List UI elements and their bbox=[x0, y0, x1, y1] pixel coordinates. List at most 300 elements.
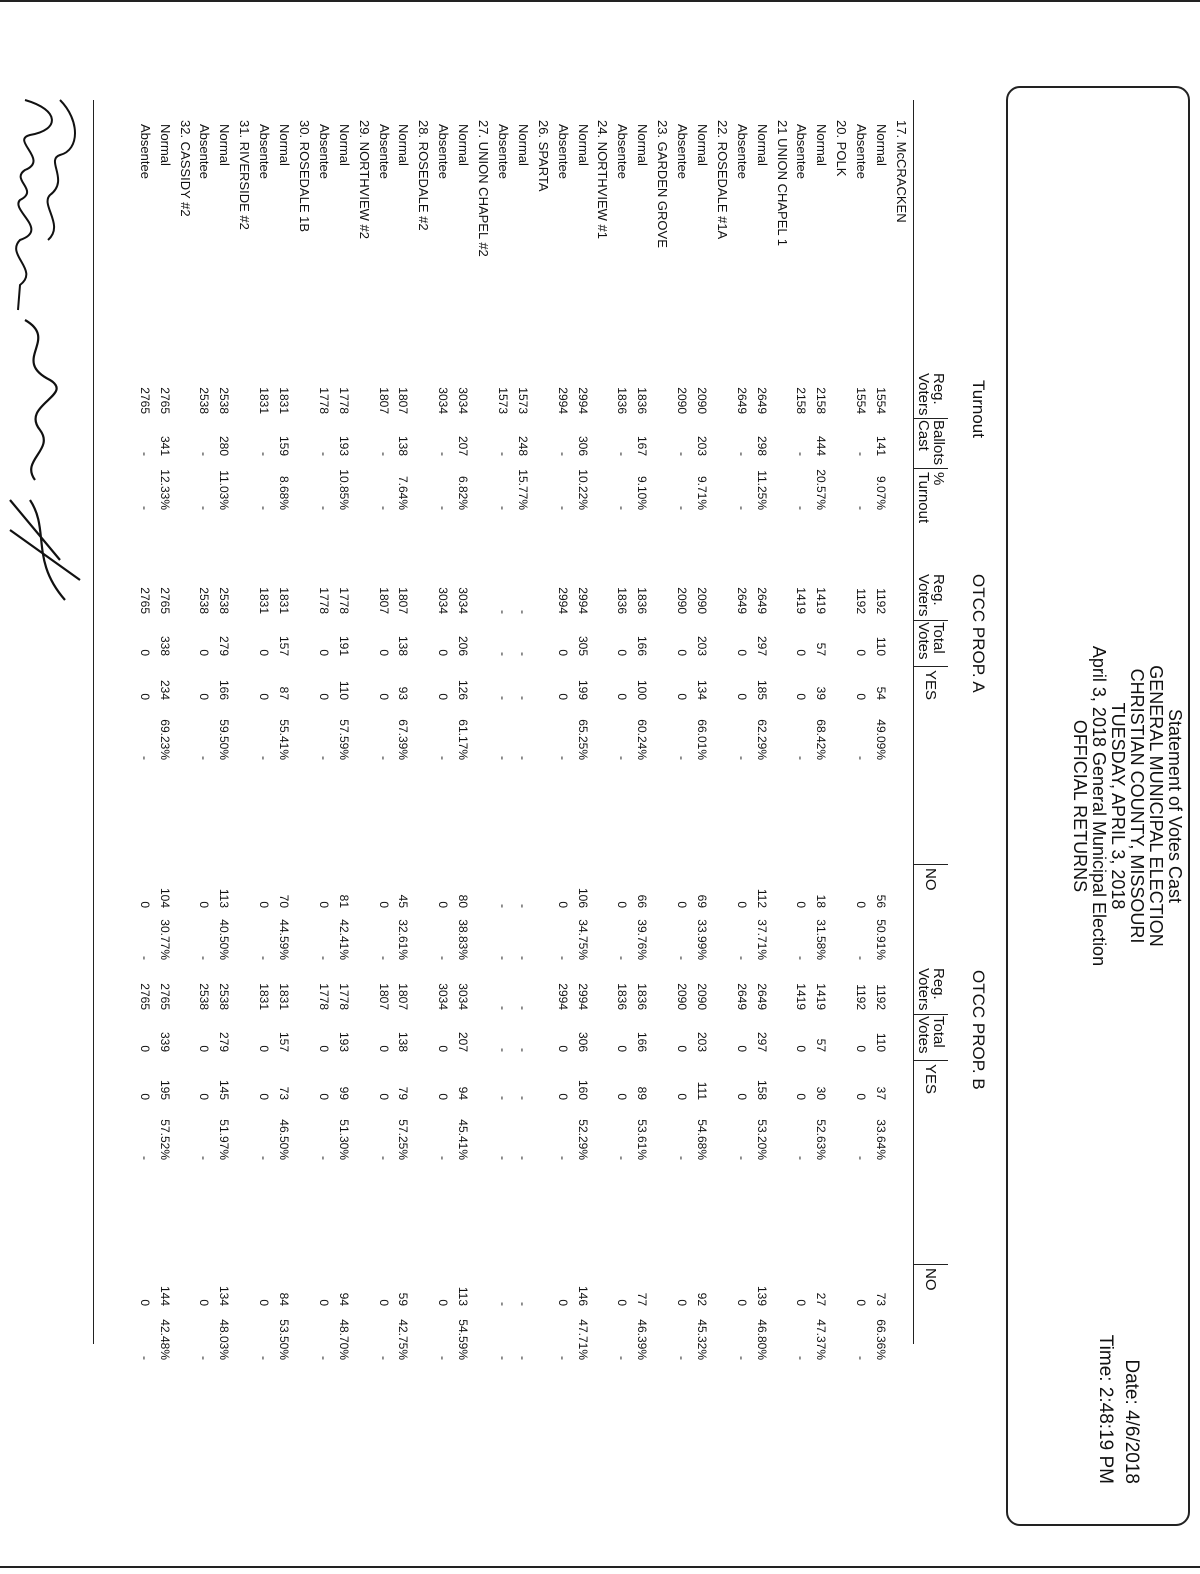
table-cell: 0 bbox=[734, 901, 749, 908]
table-cell: 46.39% bbox=[635, 1319, 650, 1360]
col-separator bbox=[914, 1060, 948, 1061]
row-type-label: Absentee bbox=[854, 124, 870, 179]
table-cell: 0 bbox=[257, 1093, 272, 1100]
table-cell: - bbox=[515, 652, 530, 656]
table-cell: 1836 bbox=[615, 983, 630, 1010]
table-cell: 339 bbox=[157, 1031, 172, 1052]
table-cell: 1807 bbox=[396, 983, 411, 1010]
table-cell: 53.20% bbox=[754, 1119, 769, 1160]
table-cell: 2649 bbox=[754, 983, 769, 1010]
table-cell: 199 bbox=[575, 679, 590, 700]
group-title-prop-a: OTCC PROP. A bbox=[969, 574, 988, 693]
table-cell: 1831 bbox=[257, 587, 272, 614]
table-cell: - bbox=[436, 506, 451, 510]
row-type-label: Absentee bbox=[257, 124, 273, 179]
table-cell: 1831 bbox=[277, 587, 292, 614]
table-cell: 3034 bbox=[456, 587, 471, 614]
table-cell: 166 bbox=[217, 679, 232, 700]
table-cell: 2538 bbox=[197, 983, 212, 1010]
table-cell: 0 bbox=[257, 649, 272, 656]
table-cell: 57 bbox=[814, 642, 829, 656]
table-cell: 1807 bbox=[376, 587, 391, 614]
table-cell: 2090 bbox=[675, 387, 690, 414]
table-cell: 27 bbox=[814, 1292, 829, 1306]
table-cell: 79 bbox=[396, 1086, 411, 1100]
table-cell: 141 bbox=[874, 435, 889, 456]
table-cell: 0 bbox=[794, 901, 809, 908]
table-cell: 87 bbox=[277, 686, 292, 700]
table-cell: - bbox=[257, 452, 272, 456]
table-cell: 49.09% bbox=[874, 719, 889, 760]
table-cell: 0 bbox=[257, 693, 272, 700]
table-cell: 57.52% bbox=[157, 1119, 172, 1160]
table-cell: 2158 bbox=[814, 387, 829, 414]
table-cell: 1836 bbox=[635, 387, 650, 414]
table-cell: 15.77% bbox=[515, 469, 530, 510]
table-cell: - bbox=[496, 696, 510, 700]
table-cell: - bbox=[675, 452, 690, 456]
table-cell: 2994 bbox=[575, 587, 590, 614]
table-cell: - bbox=[734, 1156, 749, 1160]
table-cell: - bbox=[615, 506, 630, 510]
table-cell: 53.50% bbox=[277, 1319, 292, 1360]
table-cell: - bbox=[197, 956, 212, 960]
table-cell: 134 bbox=[695, 679, 709, 700]
table-cell: 59 bbox=[396, 1292, 411, 1306]
table-cell: 195 bbox=[157, 1079, 172, 1100]
table-cell: - bbox=[436, 452, 451, 456]
table-cell: 0 bbox=[436, 1093, 451, 1100]
row-type-label: Absentee bbox=[376, 124, 392, 179]
table-cell: - bbox=[316, 956, 331, 960]
table-cell: 37.71% bbox=[754, 919, 769, 960]
precinct-name: 27. UNION CHAPEL #2 bbox=[476, 120, 492, 257]
table-cell: 2538 bbox=[217, 387, 232, 414]
col-head-pct-turnout: % Turnout bbox=[915, 472, 947, 524]
table-cell: 0 bbox=[376, 1045, 391, 1052]
table-cell: 2994 bbox=[555, 983, 570, 1010]
table-cell: - bbox=[515, 1006, 530, 1010]
row-type-label: Absentee bbox=[555, 124, 571, 179]
row-type-label: Absentee bbox=[734, 124, 750, 179]
table-cell: 0 bbox=[436, 901, 451, 908]
row-type-label: Absentee bbox=[436, 124, 452, 179]
col-head-b-total-votes: Total Votes bbox=[915, 1016, 947, 1054]
table-cell: 1778 bbox=[316, 387, 331, 414]
table-cell: - bbox=[794, 1156, 809, 1160]
table-cell: - bbox=[734, 452, 749, 456]
table-cell: 203 bbox=[695, 635, 709, 656]
table-cell: - bbox=[515, 904, 530, 908]
table-cell: 2090 bbox=[695, 587, 709, 614]
col-head-a-no: NO bbox=[922, 868, 939, 891]
table-cell: 0 bbox=[436, 1045, 451, 1052]
col-head-b-no: NO bbox=[922, 1268, 939, 1291]
table-cell: - bbox=[854, 956, 869, 960]
table-cell: 54 bbox=[874, 686, 889, 700]
table-cell: 6.82% bbox=[456, 475, 471, 510]
table-cell: 0 bbox=[734, 693, 749, 700]
table-cell: - bbox=[794, 956, 809, 960]
table-cell: 0 bbox=[794, 693, 809, 700]
table-cell: 46.50% bbox=[277, 1119, 292, 1160]
table-cell: 1831 bbox=[277, 387, 292, 414]
row-type-label: Absentee bbox=[794, 124, 810, 179]
table-cell: 104 bbox=[157, 887, 172, 908]
table-cell: 57 bbox=[814, 1038, 829, 1052]
table-cell: 46.80% bbox=[754, 1319, 769, 1360]
table-cell: 134 bbox=[217, 1285, 232, 1306]
table-cell: 54.68% bbox=[695, 1119, 709, 1160]
table-cell: - bbox=[257, 1156, 272, 1160]
table-cell: 0 bbox=[137, 693, 152, 700]
table-cell: 55.41% bbox=[277, 719, 292, 760]
col-head-reg-voters: Reg. Voters bbox=[915, 373, 947, 416]
table-cell: 94 bbox=[336, 1292, 351, 1306]
header-rule bbox=[913, 100, 914, 1344]
table-cell: 0 bbox=[615, 1299, 630, 1306]
table-cell: 68.42% bbox=[814, 719, 829, 760]
table-cell: 61.17% bbox=[456, 719, 471, 760]
table-cell: 69.23% bbox=[157, 719, 172, 760]
col-separator bbox=[914, 1014, 948, 1015]
table-cell: 444 bbox=[814, 435, 829, 456]
table-cell: - bbox=[496, 506, 510, 510]
table-cell: 193 bbox=[336, 1031, 351, 1052]
table-cell: 42.48% bbox=[157, 1319, 172, 1360]
table-cell: 298 bbox=[754, 435, 769, 456]
table-cell: - bbox=[854, 756, 869, 760]
table-cell: 1836 bbox=[635, 983, 650, 1010]
precinct-name: 31. RIVERSIDE #2 bbox=[237, 120, 253, 230]
table-cell: 2994 bbox=[555, 387, 570, 414]
table-cell: 0 bbox=[137, 1045, 152, 1052]
table-cell: 3034 bbox=[456, 387, 471, 414]
table-cell: 59.50% bbox=[217, 719, 232, 760]
table-cell: 0 bbox=[675, 901, 690, 908]
table-cell: - bbox=[794, 756, 809, 760]
table-cell: 51.97% bbox=[217, 1119, 232, 1160]
table-cell: 145 bbox=[217, 1079, 232, 1100]
table-cell: 48.70% bbox=[336, 1319, 351, 1360]
table-cell: - bbox=[794, 452, 809, 456]
row-type-label: Absentee bbox=[137, 124, 153, 179]
col-separator bbox=[914, 1264, 948, 1265]
table-cell: 207 bbox=[456, 1031, 471, 1052]
table-cell: - bbox=[197, 506, 212, 510]
table-cell: 1831 bbox=[257, 387, 272, 414]
table-cell: 0 bbox=[854, 1045, 869, 1052]
table-cell: - bbox=[376, 1356, 391, 1360]
row-type-label: Normal bbox=[575, 124, 591, 166]
table-cell: 12.33% bbox=[157, 469, 172, 510]
table-cell: 0 bbox=[197, 1045, 212, 1052]
group-title-prop-b: OTCC PROP. B bbox=[969, 970, 988, 1090]
table-cell: 0 bbox=[675, 649, 690, 656]
table-cell: 0 bbox=[794, 1045, 809, 1052]
table-cell: - bbox=[734, 756, 749, 760]
table-cell: - bbox=[675, 956, 690, 960]
table-cell: 203 bbox=[695, 435, 709, 456]
table-cell: - bbox=[496, 756, 510, 760]
table-cell: 0 bbox=[137, 1299, 152, 1306]
table-cell: 37 bbox=[874, 1086, 889, 1100]
table-cell: - bbox=[496, 452, 510, 456]
table-cell: 110 bbox=[874, 1032, 889, 1052]
table-cell: 66.01% bbox=[695, 719, 709, 760]
table-cell: 1554 bbox=[854, 387, 869, 414]
col-head-a-yes: YES bbox=[922, 670, 939, 701]
table-cell: - bbox=[515, 696, 530, 700]
row-type-label: Normal bbox=[814, 124, 830, 166]
table-cell: 0 bbox=[376, 649, 391, 656]
table-cell: 54.59% bbox=[456, 1319, 471, 1360]
table-cell: 106 bbox=[575, 887, 590, 908]
table-cell: - bbox=[137, 1156, 152, 1160]
table-cell: - bbox=[734, 1356, 749, 1360]
table-cell: 77 bbox=[635, 1292, 650, 1306]
table-cell: 81 bbox=[336, 894, 351, 908]
table-cell: 160 bbox=[575, 1079, 590, 1100]
table-cell: 1554 bbox=[874, 387, 889, 414]
table-cell: - bbox=[496, 904, 510, 908]
table-cell: 167 bbox=[635, 435, 650, 456]
precinct-name: 29. NORTHVIEW #2 bbox=[356, 120, 372, 239]
table-cell: 3034 bbox=[436, 387, 451, 414]
table-cell: 0 bbox=[316, 1045, 331, 1052]
table-cell: 0 bbox=[316, 1093, 331, 1100]
table-cell: 30 bbox=[814, 1086, 829, 1100]
table-cell: - bbox=[197, 756, 212, 760]
table-cell: 0 bbox=[615, 1093, 630, 1100]
table-cell: - bbox=[197, 452, 212, 456]
table-cell: 66 bbox=[635, 894, 650, 908]
precinct-name: 23. GARDEN GROVE bbox=[655, 120, 671, 248]
report-title-line: GENERAL MUNICIPAL ELECTION bbox=[1146, 665, 1166, 947]
table-cell: - bbox=[555, 1156, 570, 1160]
table-cell: 0 bbox=[137, 649, 152, 656]
report-title-line: CHRISTIAN COUNTY, MISSOURI bbox=[1127, 668, 1147, 944]
table-cell: 1573 bbox=[496, 387, 510, 414]
table-cell: 166 bbox=[635, 1031, 650, 1052]
table-cell: - bbox=[515, 756, 530, 760]
table-cell: 0 bbox=[675, 693, 690, 700]
table-cell: 8.68% bbox=[277, 475, 292, 510]
table-cell: - bbox=[515, 956, 530, 960]
table-cell: 203 bbox=[695, 1031, 709, 1052]
table-cell: 0 bbox=[854, 901, 869, 908]
table-cell: 1419 bbox=[794, 587, 809, 614]
table-cell: - bbox=[316, 506, 331, 510]
precinct-name: 21 UNION CHAPEL 1 bbox=[774, 120, 790, 246]
table-cell: 2765 bbox=[157, 587, 172, 614]
handwritten-signatures bbox=[0, 60, 120, 620]
table-cell: 89 bbox=[635, 1086, 650, 1100]
report-date: Date: 4/6/2018 bbox=[1121, 1359, 1142, 1484]
table-cell: 0 bbox=[376, 1299, 391, 1306]
table-cell: 42.75% bbox=[396, 1319, 411, 1360]
table-cell: 341 bbox=[157, 435, 172, 456]
table-cell: 234 bbox=[157, 679, 172, 700]
table-cell: 2649 bbox=[734, 983, 749, 1010]
table-cell: - bbox=[515, 1156, 530, 1160]
table-cell: 144 bbox=[157, 1285, 172, 1306]
row-type-label: Normal bbox=[515, 124, 531, 166]
row-type-label: Absentee bbox=[197, 124, 213, 179]
table-cell: 60.24% bbox=[635, 719, 650, 760]
table-cell: 18 bbox=[814, 894, 829, 908]
table-cell: 52.63% bbox=[814, 1119, 829, 1160]
table-cell: 39.76% bbox=[635, 919, 650, 960]
table-cell: 2649 bbox=[754, 587, 769, 614]
row-type-label: Normal bbox=[157, 124, 173, 166]
table-cell: - bbox=[316, 1156, 331, 1160]
table-cell: 0 bbox=[197, 901, 212, 908]
table-cell: - bbox=[496, 610, 510, 614]
table-cell: 45.41% bbox=[456, 1119, 471, 1160]
col-head-ballots-cast: Ballots Cast bbox=[915, 420, 947, 466]
table-cell: - bbox=[137, 1356, 152, 1360]
table-cell: 139 bbox=[754, 1285, 769, 1306]
table-cell: 0 bbox=[197, 1093, 212, 1100]
table-cell: - bbox=[436, 956, 451, 960]
table-cell: - bbox=[515, 610, 530, 614]
table-cell: 1192 bbox=[874, 984, 889, 1010]
table-cell: 45 bbox=[396, 894, 411, 908]
table-cell: 0 bbox=[794, 1093, 809, 1100]
table-cell: - bbox=[376, 956, 391, 960]
table-cell: 0 bbox=[376, 901, 391, 908]
table-cell: 0 bbox=[734, 1045, 749, 1052]
precinct-name: 32. CASSIDY #2 bbox=[177, 120, 193, 217]
table-cell: 0 bbox=[376, 1093, 391, 1100]
table-cell: 0 bbox=[854, 693, 869, 700]
table-cell: - bbox=[137, 452, 152, 456]
table-cell: 3034 bbox=[436, 983, 451, 1010]
table-cell: 69 bbox=[695, 894, 709, 908]
table-cell: - bbox=[376, 756, 391, 760]
report-title-line: Statement of Votes Cast bbox=[1165, 708, 1185, 904]
col-separator bbox=[914, 418, 948, 419]
table-cell: 94 bbox=[456, 1086, 471, 1100]
table-cell: 0 bbox=[555, 693, 570, 700]
table-cell: - bbox=[675, 756, 690, 760]
table-cell: - bbox=[615, 1156, 630, 1160]
col-separator bbox=[914, 666, 948, 667]
table-cell: 9.71% bbox=[695, 475, 709, 510]
table-cell: 110 bbox=[336, 680, 351, 700]
report-date-block bbox=[1092, 1335, 1144, 1484]
table-cell: 1831 bbox=[257, 983, 272, 1010]
table-cell: - bbox=[436, 1156, 451, 1160]
table-cell: 45.32% bbox=[695, 1319, 709, 1360]
table-cell: 0 bbox=[316, 1299, 331, 1306]
table-cell: 0 bbox=[734, 649, 749, 656]
table-cell: 0 bbox=[794, 1299, 809, 1306]
table-cell: 57.59% bbox=[336, 719, 351, 760]
table-cell: 73 bbox=[874, 1292, 889, 1306]
table-cell: 2158 bbox=[794, 387, 809, 414]
table-cell: 1419 bbox=[814, 587, 829, 614]
table-cell: 1807 bbox=[396, 587, 411, 614]
table-cell: 0 bbox=[734, 1299, 749, 1306]
table-cell: 47.37% bbox=[814, 1319, 829, 1360]
table-cell: - bbox=[137, 506, 152, 510]
table-cell: - bbox=[854, 1356, 869, 1360]
table-cell: 248 bbox=[515, 435, 530, 456]
table-cell: 56 bbox=[874, 894, 889, 908]
table-cell: 1831 bbox=[277, 983, 292, 1010]
table-cell: - bbox=[316, 452, 331, 456]
table-cell: 65.25% bbox=[575, 719, 590, 760]
table-cell: 73 bbox=[277, 1086, 292, 1100]
table-cell: 297 bbox=[754, 635, 769, 656]
table-cell: 1573 bbox=[515, 387, 530, 414]
table-cell: 2649 bbox=[734, 387, 749, 414]
table-cell: 1192 bbox=[854, 588, 869, 614]
table-cell: 112 bbox=[754, 888, 769, 908]
table-cell: - bbox=[137, 956, 152, 960]
table-cell: 138 bbox=[396, 435, 411, 456]
table-cell: 62.29% bbox=[754, 719, 769, 760]
table-cell: - bbox=[496, 1156, 510, 1160]
col-head-b-yes: YES bbox=[922, 1064, 939, 1095]
table-cell: - bbox=[496, 1356, 510, 1360]
col-separator bbox=[914, 468, 948, 469]
precinct-name: 17. McCRACKEN bbox=[894, 120, 909, 223]
table-cell: 1836 bbox=[635, 587, 650, 614]
table-cell: - bbox=[257, 506, 272, 510]
table-cell: 0 bbox=[675, 1093, 690, 1100]
table-cell: 0 bbox=[854, 649, 869, 656]
table-cell: 279 bbox=[217, 635, 232, 656]
table-cell: - bbox=[257, 956, 272, 960]
table-cell: 3034 bbox=[456, 983, 471, 1010]
table-cell: 0 bbox=[197, 649, 212, 656]
table-cell: 84 bbox=[277, 1292, 292, 1306]
table-cell: - bbox=[316, 1356, 331, 1360]
table-cell: - bbox=[376, 452, 391, 456]
table-cell: 157 bbox=[277, 1031, 292, 1052]
table-cell: 99 bbox=[336, 1086, 351, 1100]
table-cell: 191 bbox=[336, 635, 351, 656]
table-cell: 11.03% bbox=[217, 470, 232, 510]
table-cell: 31.58% bbox=[814, 919, 829, 960]
table-cell: 0 bbox=[854, 1299, 869, 1306]
table-cell: 1778 bbox=[336, 387, 351, 414]
table-cell: 9.07% bbox=[874, 475, 889, 510]
table-cell: 30.77% bbox=[157, 919, 172, 960]
table-cell: - bbox=[615, 452, 630, 456]
table-cell: - bbox=[515, 1356, 530, 1360]
table-cell: 2994 bbox=[555, 587, 570, 614]
table-cell: - bbox=[257, 1356, 272, 1360]
table-cell: 2649 bbox=[734, 587, 749, 614]
table-cell: 2538 bbox=[197, 387, 212, 414]
table-cell: 0 bbox=[675, 1045, 690, 1052]
row-type-label: Normal bbox=[277, 124, 293, 166]
table-cell: - bbox=[197, 1156, 212, 1160]
table-cell: - bbox=[496, 1006, 510, 1010]
table-cell: 0 bbox=[197, 693, 212, 700]
table-cell: 158 bbox=[754, 1079, 769, 1100]
table-cell: 40.50% bbox=[217, 919, 232, 960]
table-cell: - bbox=[376, 506, 391, 510]
table-cell: - bbox=[496, 1302, 510, 1306]
table-cell: 34.75% bbox=[575, 919, 590, 960]
table-cell: 10.85% bbox=[336, 469, 351, 510]
table-cell: 159 bbox=[277, 435, 292, 456]
